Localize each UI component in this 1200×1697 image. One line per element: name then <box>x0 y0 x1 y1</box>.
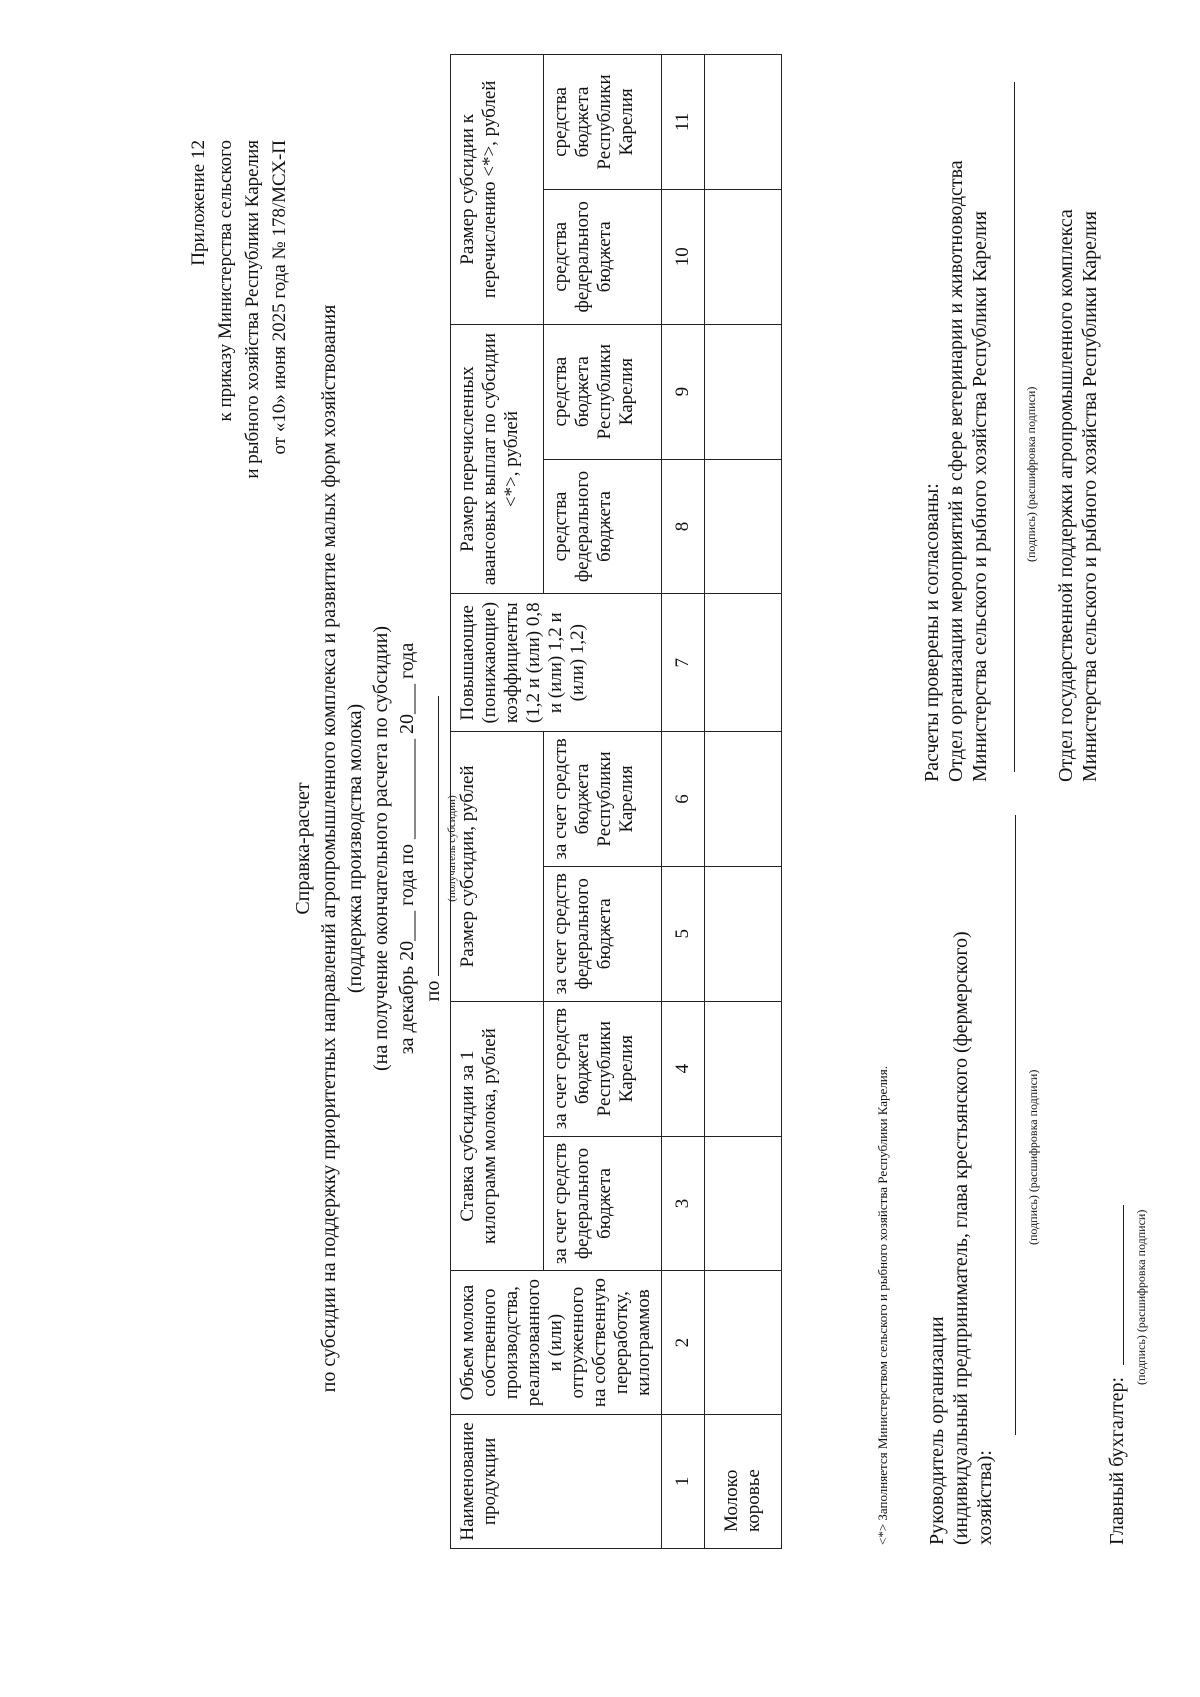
header-line: (на получение окончательного расчета по субсидии) <box>370 625 392 1072</box>
rate-rk-cell <box>705 1001 782 1136</box>
vet-dept-label: Министерства сельского и рыбного хозяйства Республики Карелия <box>969 211 991 782</box>
subheader-rate-fed: за счет средств федерального бюджета <box>543 1136 661 1271</box>
header-size: Размер субсидии, рублей <box>451 732 544 1002</box>
appendix-line: от «10» июня 2025 года № 178/МСХ-П <box>269 140 290 455</box>
signatures-right <box>920 22 1102 782</box>
column-number: 3 <box>662 1136 705 1271</box>
head-signature-line <box>997 805 1040 1545</box>
signature-rule <box>1014 82 1015 772</box>
recipient-caption: (получатель субсидии) <box>446 795 458 902</box>
appendix-block <box>185 140 293 479</box>
size-rk-cell <box>705 732 782 867</box>
column-number: 11 <box>662 55 705 190</box>
tr-fed-cell <box>705 189 782 324</box>
subheader-tr-fed: средства федерального бюджета <box>543 189 661 324</box>
coef-cell <box>705 594 782 732</box>
rate-fed-cell <box>705 1136 782 1271</box>
accountant-signature-line <box>1105 805 1148 1545</box>
column-number: 9 <box>662 324 705 459</box>
column-number: 8 <box>662 459 705 594</box>
footnote: <*> Заполняется Министерством сельского и рыбного хозяйства Республики Карелия. <box>875 1066 890 1545</box>
table-header-row <box>451 55 544 1549</box>
column-number: 4 <box>662 1001 705 1136</box>
size-fed-cell <box>705 866 782 1001</box>
header-advance: Размер перечисленных авансовых выплат по субсидии <*>, рублей <box>451 324 544 594</box>
signature-caption: (подпись) (расшифровка подписи) <box>1024 386 1038 562</box>
document-title: Справка-расчет <box>292 782 314 915</box>
subheader-size-rk: за счет средств бюджета Республики Карелия <box>543 732 661 867</box>
header-volume: Объем молока собственного производства, реализованного и (или) отгруженного на собственную переработку, килограммов <box>451 1271 662 1414</box>
signature-rule <box>1015 815 1016 1435</box>
header-name: Наименование продукции <box>451 1414 662 1548</box>
vet-signature-line <box>992 22 1038 782</box>
head-label: Руководитель организации <box>926 1316 948 1545</box>
adv-fed-cell <box>705 459 782 594</box>
subheader-adv-rk: средства бюджета Республики Карелия <box>543 324 661 459</box>
column-number: 5 <box>662 866 705 1001</box>
agro-dept-label: Министерства сельского и рыбного хозяйства Республики Карелия <box>1079 211 1101 782</box>
appendix-line: Приложение 12 <box>188 140 209 266</box>
column-number: 10 <box>662 189 705 324</box>
column-number: 2 <box>662 1271 705 1414</box>
header-coef: Повышающие (понижающие) коэффициенты (1,2 и (или) 0,8 и (или) 1,2 и (или) 1,2) <box>451 594 662 732</box>
signatures-left <box>925 805 1148 1545</box>
recipient-prefix: по <box>422 980 444 1002</box>
column-number-row <box>662 55 705 1549</box>
column-number: 6 <box>662 732 705 867</box>
signature-caption: (подпись) (расшифровка подписи) <box>1134 1209 1148 1385</box>
column-number: 1 <box>662 1414 705 1548</box>
header-transfer: Размер субсидии к перечислению <*>, рублей <box>451 55 544 325</box>
subheader-adv-fed: средства федерального бюджета <box>543 459 661 594</box>
subsidy-table <box>450 54 782 1549</box>
recipient-blank <box>438 696 439 976</box>
signature-caption: (подпись) (расшифровка подписи) <box>1026 1069 1040 1245</box>
subheader-size-fed: за счет средств федерального бюджета <box>543 866 661 1001</box>
appendix-line: и рыбного хозяйства Республики Карелия <box>242 140 263 479</box>
subheader-tr-rk: средства бюджета Республики Карелия <box>543 55 661 190</box>
subheader-rate-rk: за счет средств бюджета Республики Карелия <box>543 1001 661 1136</box>
header-line: по субсидии на поддержку приоритетных направлений агропромышленного комплекса и развитие малых форм хозяйствования <box>318 304 340 1393</box>
volume-cell <box>705 1271 782 1414</box>
tr-rk-cell <box>705 55 782 190</box>
header-rate: Ставка субсидии за 1 килограмм молока, рублей <box>451 1001 544 1271</box>
accountant-label: Главный бухгалтер: <box>1106 1376 1128 1545</box>
period-line: за декабрь 20___ года по __________ 20___ года <box>396 642 418 1055</box>
column-number: 7 <box>662 594 705 732</box>
header-line: (поддержка производства молока) <box>344 703 366 994</box>
head-label: (индивидуальный предприниматель, глава крестьянского (фермерского) <box>950 931 972 1545</box>
table-row <box>705 55 782 1549</box>
vet-dept-label: Отдел организации мероприятий в сфере ветеринарии и животноводства <box>945 160 967 782</box>
appendix-line: к приказу Министерства сельского <box>215 140 236 422</box>
signature-rule <box>1123 1205 1124 1365</box>
head-label: хозяйства): <box>974 1450 996 1545</box>
agro-dept-label: Отдел государственной поддержки агропромышленного комплекса <box>1055 209 1077 782</box>
recipient-line <box>420 0 446 1697</box>
product-name-cell: Молоко коровье <box>705 1414 782 1548</box>
document-header <box>290 0 458 1697</box>
adv-rk-cell <box>705 324 782 459</box>
checked-label: Расчеты проверены и согласованы: <box>921 483 943 782</box>
